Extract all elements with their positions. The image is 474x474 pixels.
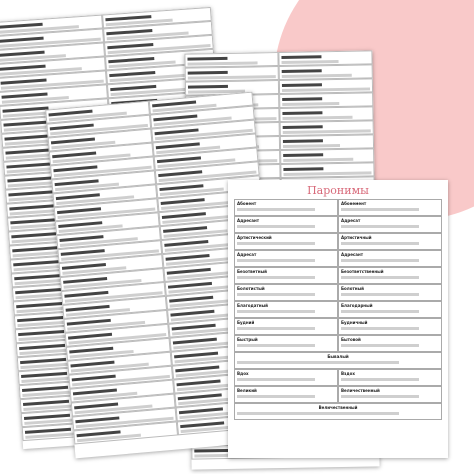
paronym-word: Будний [237, 320, 255, 325]
paronym-cell [234, 284, 338, 301]
paronym-word: Будничный [341, 320, 368, 325]
paronym-word: Артистичный [341, 235, 372, 240]
paronym-cell [338, 284, 442, 301]
paronym-word: Абонент [237, 201, 257, 206]
paronym-cell [338, 250, 442, 267]
paronym-cell [234, 267, 338, 284]
paronym-cell [338, 233, 442, 250]
paronym-word: Болотистый [237, 286, 265, 291]
paronym-cell [338, 369, 442, 386]
paronym-cell [338, 335, 442, 352]
paronym-word: Бывалый [327, 354, 349, 359]
paronym-cell [338, 318, 442, 335]
paronym-word: Безответственный [341, 269, 384, 274]
worksheet-page-front [228, 180, 448, 458]
front-page-grid [234, 199, 442, 420]
paronym-word: Адресат [341, 218, 361, 223]
paronym-word: Адресант [237, 218, 260, 223]
paronym-word: Великий [237, 388, 257, 393]
paronym-cell [338, 301, 442, 318]
paronym-cell [234, 386, 338, 403]
paronym-cell [234, 199, 338, 216]
paronym-cell [338, 216, 442, 233]
paronym-word: Болотный [341, 286, 364, 291]
paronym-word: Быстрый [237, 337, 258, 342]
paronym-word: Адресат [237, 252, 257, 257]
paronym-cell [234, 352, 442, 369]
paronym-word: Вдох [237, 371, 249, 376]
paronym-word: Безответный [237, 269, 267, 274]
paronym-word: Благодатный [237, 303, 268, 308]
paronym-word: Бытовой [341, 337, 361, 342]
front-page-title: Паронимы [307, 184, 369, 197]
paronym-cell [234, 403, 442, 420]
paronym-cell [234, 216, 338, 233]
paronym-cell [234, 250, 338, 267]
paronym-cell [234, 335, 338, 352]
paronym-cell [234, 301, 338, 318]
paronym-word: Артистический [237, 235, 272, 240]
paronym-cell [338, 199, 442, 216]
paronym-cell [234, 318, 338, 335]
paronym-cell [234, 233, 338, 250]
paronym-cell [338, 267, 442, 284]
paronym-word: Величественный [341, 388, 380, 393]
paronym-word: Величественный [318, 405, 358, 410]
paronym-word: Вздох [341, 371, 355, 376]
paronym-word: Абонемент [341, 201, 367, 206]
paronym-word: Адресант [341, 252, 364, 257]
paronym-cell [234, 369, 338, 386]
paronym-word: Благодарный [341, 303, 373, 308]
paronym-cell [338, 386, 442, 403]
